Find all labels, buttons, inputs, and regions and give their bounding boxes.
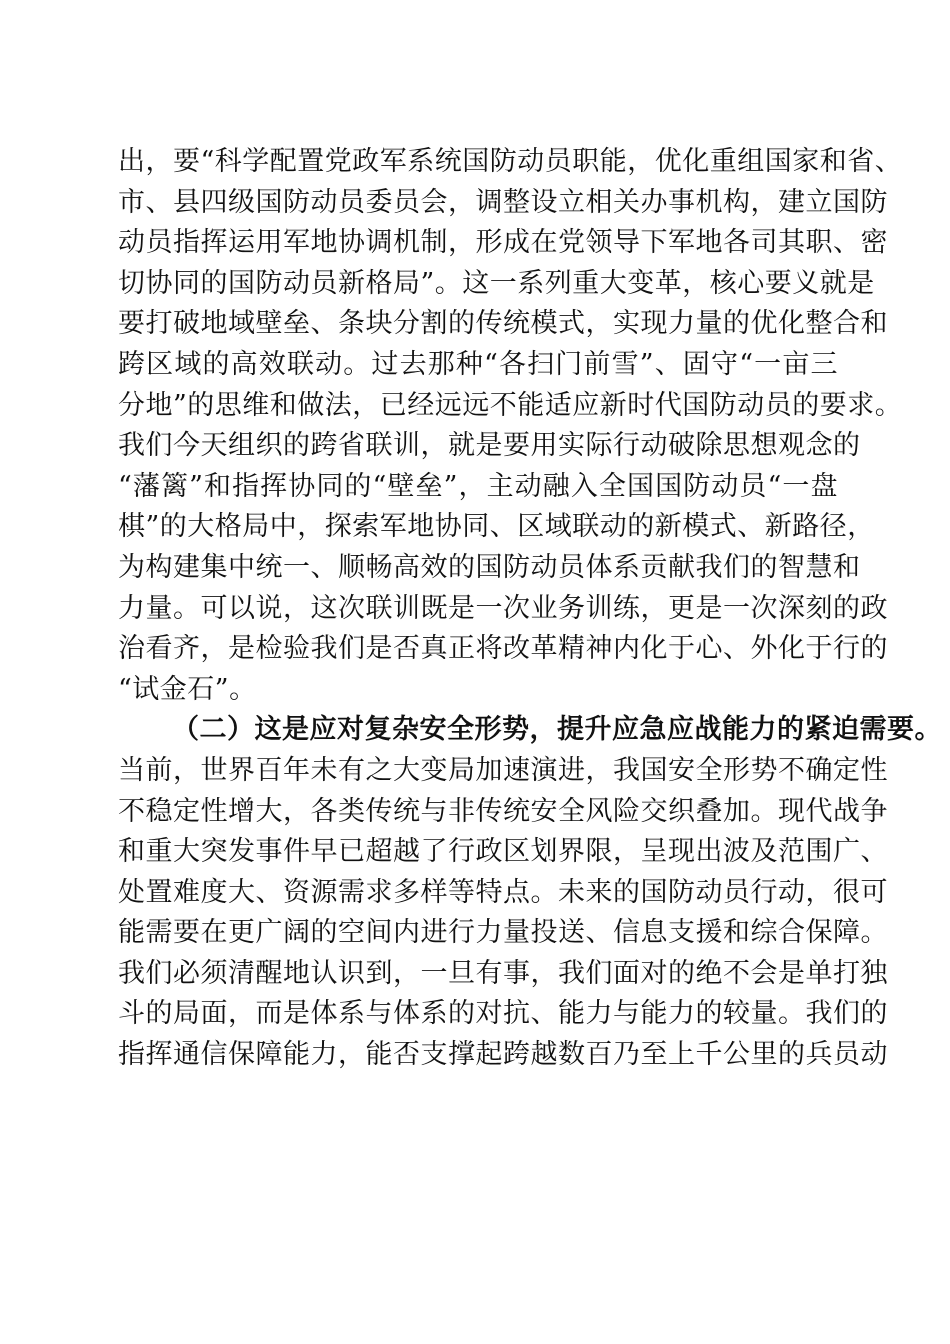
text-line: 处置难度大、资源需求多样等特点。未来的国防动员行动，很可 (118, 876, 888, 908)
text-line: 斗的局面，而是体系与体系的对抗、能力与能力的较量。我们的 (118, 998, 888, 1030)
text-line: 指挥通信保障能力，能否支撑起跨越数百乃至上千公里的兵员动 (118, 1039, 888, 1071)
body-text (118, 142, 942, 1076)
text-line: 出，要“科学配置党政军系统国防动员职能，优化重组国家和省、 (118, 146, 903, 177)
text-line: 我们今天组织的跨省联训，就是要用实际行动破除思想观念的 (118, 430, 861, 462)
section-heading: （二）这是应对复杂安全形势，提升应急应战能力的紧迫需要。 (172, 714, 942, 746)
text-line: 和重大突发事件早已超越了行政区划界限，呈现出波及范围广、 (118, 836, 888, 868)
text-line: 为构建集中统一、顺畅高效的国防动员体系贡献我们的智慧和 (118, 551, 861, 583)
text-line: 治看齐，是检验我们是否真正将改革精神内化于心、外化于行的 (118, 633, 888, 665)
text-line: 当前，世界百年未有之大变局加速演进，我国安全形势不确定性 (118, 754, 888, 786)
text-line: 不稳定性增大，各类传统与非传统安全风险交织叠加。现代战争 (118, 795, 888, 827)
text-line: 动员指挥运用军地协调机制，形成在党领导下军地各司其职、密 (118, 227, 888, 259)
text-line: 分地”的思维和做法，已经远远不能适应新时代国防动员的要求。 (118, 389, 903, 421)
text-line: “试金石”。 (118, 673, 257, 705)
text-line: “藩篱”和指挥协同的“壁垒”，主动融入全国国防动员“一盘 (118, 470, 838, 502)
text-line: 跨区域的高效联动。过去那种“各扫门前雪”、固守“一亩三 (118, 348, 838, 380)
text-line: 力量。可以说，这次联训既是一次业务训练，更是一次深刻的政 (118, 592, 888, 624)
text-line: 我们必须清醒地认识到，一旦有事，我们面对的绝不会是单打独 (118, 957, 888, 989)
text-line: 要打破地域壁垒、条块分割的传统模式，实现力量的优化整合和 (118, 308, 888, 340)
text-line: 棋”的大格局中，探索军地协同、区域联动的新模式、新路径， (118, 511, 875, 543)
text-line: 能需要在更广阔的空间内进行力量投送、信息支援和综合保障。 (118, 917, 888, 949)
text-line: 切协同的国防动员新格局”。这一系列重大变革，核心要义就是 (118, 267, 875, 299)
text-line: 市、县四级国防动员委员会，调整设立相关办事机构，建立国防 (118, 186, 888, 218)
